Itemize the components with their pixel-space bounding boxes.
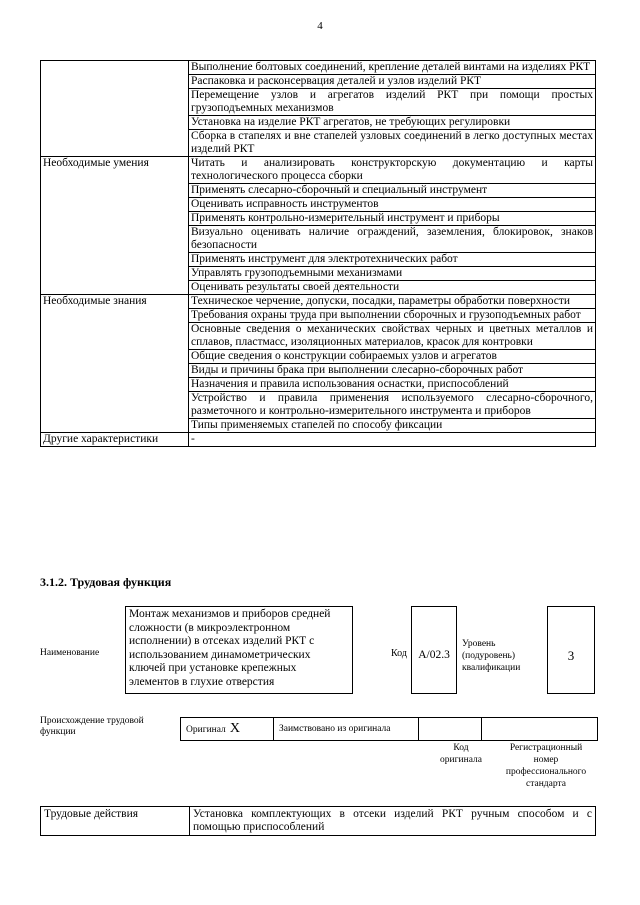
level-label: Уровень (подуровень) квалификации	[462, 639, 521, 673]
row-item: Виды и причины брака при выполнении слесарно-сборочных работ	[189, 364, 596, 378]
origin-code-caption: Код оригинала	[440, 743, 482, 765]
function-name: Монтаж механизмов и приборов средней сложности (в микроэлектронном исполнении) в отсеках изделий РКТ с использованием динамометрических ключей при установке крепежных элементов в глухие отверстия	[125, 606, 353, 694]
original-cell	[181, 718, 274, 741]
actions-label: Трудовые действия	[41, 807, 190, 836]
origin-code-cell	[419, 718, 482, 741]
table-row	[41, 433, 596, 447]
row-item: Управлять грузоподъемными механизмами	[189, 267, 596, 281]
original-label: Оригинал	[186, 725, 226, 735]
row-item: Техническое черчение, допуски, посадки, параметры обработки поверхности	[189, 295, 596, 309]
row-item: Применять слесарно-сборочный и специальный инструмент	[189, 184, 596, 198]
section-title: 3.1.2. Трудовая функция	[40, 575, 172, 589]
table-row	[41, 61, 596, 75]
row-item: Оценивать исправность инструментов	[189, 198, 596, 212]
actions-item: Установка комплектующих в отсеки изделий РКТ ручным способом и с помощью приспособлений	[190, 807, 596, 836]
row-item: Распаковка и расконсервация деталей и узлов изделий РКТ	[189, 75, 596, 89]
row-item: Типы применяемых стапелей по способу фиксации	[189, 419, 596, 433]
reg-number-cell	[482, 718, 598, 741]
row-item: Перемещение узлов и агрегатов изделий РКТ при помощи простых грузоподъемных механизмов	[189, 89, 596, 116]
row-item: Устройство и правила применения используемого слесарно-сборочного, разметочного и контрольно-измерительного инструмента и приборов	[189, 392, 596, 419]
row-item: Назначения и правила использования оснастки, приспособлений	[189, 378, 596, 392]
row-label: Необходимые знания	[41, 295, 189, 433]
row-label	[41, 61, 189, 157]
row-item: Читать и анализировать конструкторскую документацию и карты технологического процесса сборки	[189, 157, 596, 184]
row-item: Применять контрольно-измерительный инструмент и приборы	[189, 212, 596, 226]
row-item: Визуально оценивать наличие ограждений, заземления, блокировок, знаков безопасности	[189, 226, 596, 253]
actions-table	[40, 806, 596, 836]
page-number: 4	[317, 20, 323, 32]
code-label: Код	[391, 648, 407, 659]
row-label: Другие характеристики	[41, 433, 189, 447]
row-label: Необходимые умения	[41, 157, 189, 295]
table-row	[41, 295, 596, 309]
origin-table	[180, 717, 598, 741]
code-value: А/02.3	[411, 606, 457, 694]
requirements-table	[40, 60, 596, 447]
row-item: Сборка в стапелях и вне стапелей узловых соединений в легко доступных местах изделий РКТ	[189, 130, 596, 157]
row-item: Требования охраны труда при выполнении сборочных и грузоподъемных работ	[189, 309, 596, 323]
row-item: Общие сведения о конструкции собираемых узлов и агрегатов	[189, 350, 596, 364]
row-item: Применять инструмент для электротехнических работ	[189, 253, 596, 267]
name-label: Наименование	[40, 648, 100, 658]
row-item: -	[189, 433, 596, 447]
row-item: Выполнение болтовых соединений, крепление деталей винтами на изделиях РКТ	[189, 61, 596, 75]
level-value: 3	[547, 606, 595, 694]
row-item: Установка на изделие РКТ агрегатов, не требующих регулировки	[189, 116, 596, 130]
reg-number-caption: Регистрационный номер профессионального стандарта	[505, 743, 587, 789]
original-mark: X	[229, 721, 240, 736]
row-item: Основные сведения о механических свойствах черных и цветных металлов и сплавов, пластмасс, изоляционных материалов, красок для контровки	[189, 323, 596, 350]
table-row	[41, 157, 596, 184]
borrowed-cell: Заимствовано из оригинала	[274, 718, 419, 741]
row-item: Оценивать результаты своей деятельности	[189, 281, 596, 295]
origin-label: Происхождение трудовой функции	[40, 716, 144, 737]
